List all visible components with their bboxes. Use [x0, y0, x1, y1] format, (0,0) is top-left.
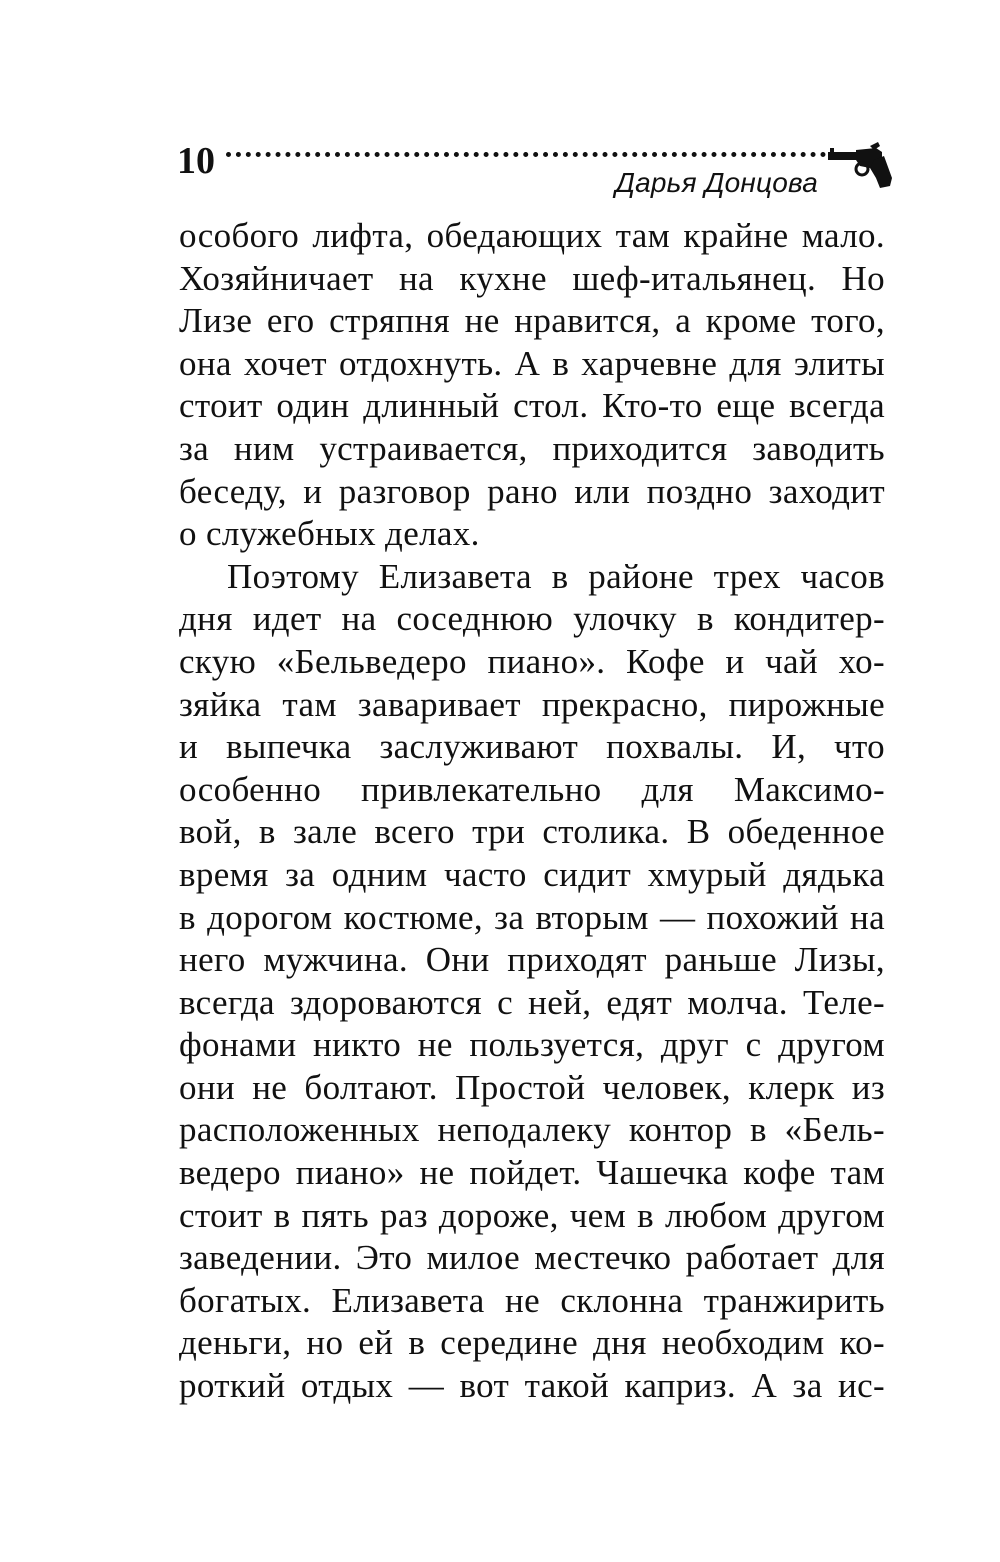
- text-line: заведении. Это милое местечко работает для: [179, 1238, 885, 1278]
- text-line: Лизе его стряпня не нравится, а кроме того,: [179, 301, 885, 341]
- author-name: Дарья Донцова: [615, 167, 818, 198]
- text-line: и выпечка заслуживают похвалы. И, что: [179, 727, 885, 767]
- header-dotted-rule: [226, 152, 836, 157]
- text-line: дня идет на соседнюю улочку в кондитер-: [179, 599, 885, 639]
- text-line: о служебных делах.: [179, 514, 480, 554]
- paragraph-2: [179, 556, 885, 1408]
- text-line: ведеро пиано» не пойдет. Чашечка кофе там: [179, 1153, 885, 1193]
- running-header: [0, 0, 1000, 215]
- text-line: всегда здороваются с ней, едят молча. Теле-: [179, 982, 885, 1022]
- text-line: богатых. Елизавета не склонна транжирить: [179, 1280, 885, 1320]
- text-line: стоит один длинный стол. Кто-то еще всегда: [179, 386, 885, 426]
- book-text: [179, 215, 885, 1408]
- text-line: беседу, и разговор рано или поздно заходит: [179, 471, 885, 511]
- text-line: время за одним часто сидит хмурый дядька: [179, 854, 885, 894]
- text-line: него мужчина. Они приходят раньше Лизы,: [179, 940, 885, 980]
- paragraph-1: [179, 215, 885, 556]
- text-line: она хочет отдохнуть. А в харчевне для элиты: [179, 343, 885, 383]
- text-line: зяйка там заваривает прекрасно, пирожные: [179, 684, 885, 724]
- text-line: особенно привлекательно для Максимо-: [179, 769, 885, 809]
- text-line: фонами никто не пользуется, друг с другом: [179, 1025, 885, 1065]
- text-line: в дорогом костюме, за вторым — похожий на: [179, 897, 885, 937]
- text-line: расположенных неподалеку контор в «Бель-: [179, 1110, 885, 1150]
- text-line: деньги, но ей в середине дня необходим ко-: [179, 1323, 885, 1363]
- text-line: вой, в зале всего три столика. В обеденное: [179, 812, 885, 852]
- text-line: Поэтому Елизавета в районе трех часов: [227, 556, 885, 596]
- text-line: стоит в пять раз дороже, чем в любом другом: [179, 1195, 885, 1235]
- text-line: роткий отдых — вот такой каприз. А за ис-: [179, 1366, 885, 1406]
- text-line: особого лифта, обедающих там крайне мало.: [179, 216, 885, 255]
- text-line: скую «Бельведеро пиано». Кофе и чай хо-: [179, 641, 885, 681]
- revolver-icon: [826, 138, 894, 192]
- text-line: Хозяйничает на кухне шеф-итальянец. Но: [179, 258, 885, 298]
- text-line: они не болтают. Простой человек, клерк из: [179, 1067, 885, 1107]
- page-number: 10: [177, 140, 215, 182]
- text-line: за ним устраивается, приходится заводить: [179, 428, 885, 468]
